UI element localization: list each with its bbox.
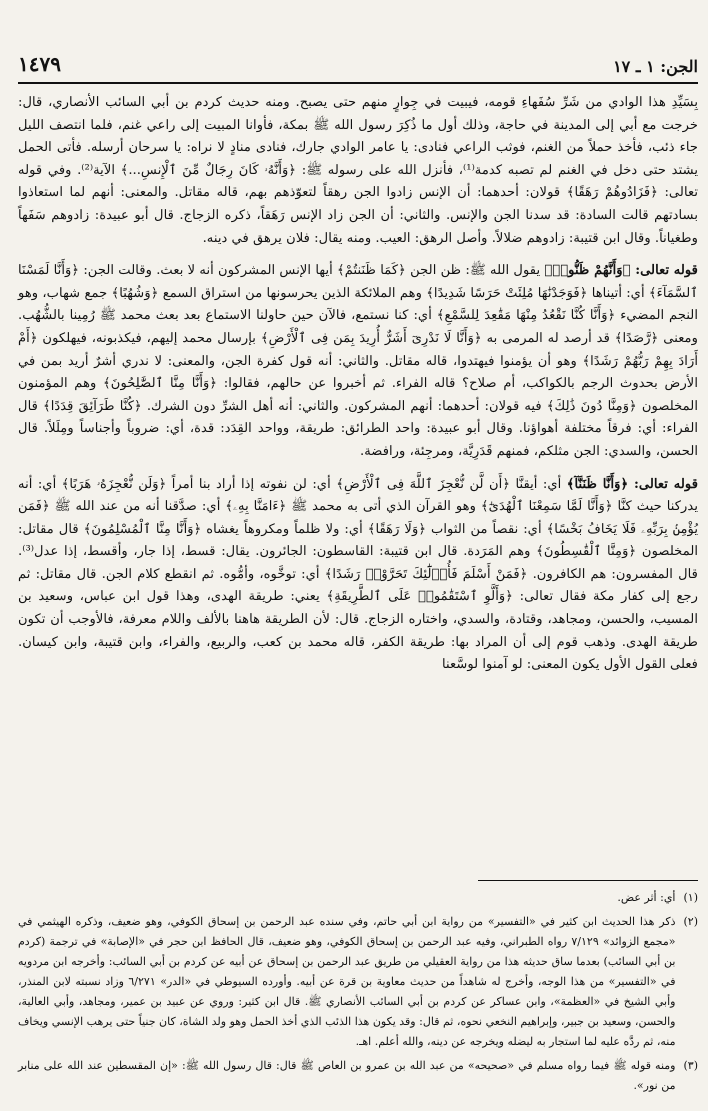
page-number: ١٤٧٩ bbox=[18, 52, 61, 76]
footnote bbox=[18, 912, 698, 1052]
paragraph-text: بِسَيِّدِ هذا الوادي من شَرِّ سُفَهاءِ قومه، فيبيت في جِوارٍ منهم حتى يصبح. ومنه حديث كردم بن أبي السائب الأنصاري، قال: خرجت مع أبي إلى المدينة في حاجة، وذلك أول ما ذُكِرَ رسول الله ﷺ بمكة، فأوانا المبيت إلى راعي غنم، فلما انتصف الليل جاء ذئب، فأخذ حملاً من الغنم، فوثب الراعي فنادى: يا عامر الوادي جارك، فنادى منادٍ لا نراه: يا سرحان أرسله. فأتى الحمل يشتد حتى دخل في الغنم لم تصبه كدمة⁽¹⁾، فأنزل الله على رسوله ﷺ: ﴿وَأَنَّهُۥ كَانَ رِجَالٌ مِّنَ ٱلْإِنسِ...﴾ الآية⁽²⁾. وفي قوله تعالى: ﴿فَزَادُوهُمْ رَهَقًا﴾ قولان: أحدهما: أن الإنس زادوا الجن رهقاً لتعوّذهم بهم، قاله مقاتل. والمعنى: أنهم لما استعاذوا بسادتهم قالت السادة: قد سدنا الجن والإنس. والثاني: أن الجن زاد الإنس رَهَقاً، ذكره الزجاج. قال أبو عبيدة: زادوهم سَفَهاً وطغياناً. وقال ابن قتيبة: زادوهم ضلالاً. وأصل الرهق: العيب. ومنه يقال: فلان يرهق في دينه. bbox=[18, 95, 698, 246]
footnote bbox=[18, 1056, 698, 1096]
commentary-body bbox=[18, 92, 698, 677]
book-page bbox=[18, 0, 698, 1111]
footnote-number: (٢) bbox=[683, 915, 698, 928]
paragraph-lead: قوله تعالى: ﴿وَأَنَّا ظَنَنَّآ﴾ bbox=[566, 476, 698, 492]
paragraph-text: يقول الله ﷺ: ظن الجن ﴿كَمَا ظَنَنتُمْ﴾ أيها الإنس المشركون أنه لا بعث. وقالت الجن: ﴿وَأَنَّا لَمَسْنَا ٱلسَّمَآءَ﴾ أي: أتيناها ﴿فَوَجَدْنَٰهَا مُلِئَتْ حَرَسًا شَدِيدًا﴾ وهم الملائكة الذين يحرسونها من استراق السمع ﴿وَشُهُبًا﴾ جمع شهاب، وهو النجم المضيء ﴿وَأَنَّا كُنَّا نَقْعُدُ مِنْهَا مَقَٰعِدَ لِلسَّمْعِ﴾ أي: كنا نستمع، فالآن حين حاولنا الاستماع بعد بعث محمد ﷺ رُمِينا بالشُّهُب. ومعنى ﴿رَّصَدًا﴾ قد أرصد له المرمى به ﴿وَأَنَّا لَا نَدْرِىٓ أَشَرٌّ أُرِيدَ بِمَن فِى ٱلْأَرْضِ﴾ بإرسال محمد إليهم، فيكذبونه، فيهلكون ﴿أَمْ أَرَادَ بِهِمْ رَبُّهُمْ رَشَدًا﴾ وهو أن يؤمنوا فيهتدوا، قاله مقاتل. والثاني: أنه قول كفرة الجن، والمعنى: لا ندري أشرٌ أريد بمن في الأرض بحدوث الرجم بالكواكب، أم صلاح؟ قاله الفراء. ثم أخبروا عن حالهم، فقالوا: ﴿وَأَنَّا مِنَّا ٱلصَّٰلِحُونَ﴾ وهم المؤمنون المخلصون ﴿وَمِنَّا دُونَ ذَٰلِكَ﴾ فيه قولان: أحدهما: أنهم المشركون. والثاني: أنه أهل الشرِّ دون الشرك. ﴿كُنَّا طَرَآئِقَ قِدَدًا﴾ قال الفراء: أي: فرقاً مختلفة أهواؤنا. وقال أبو عبيدة: واحد الطرائق: طريقة، وواحد القِدَد: قدة، أي: ضروباً وأجناساً ومِلَلاً. قال الحسن، والسدي: الجن مثلكم، فمنهم قَدَرِيَّة، ومرجِئة، ورافضة. bbox=[18, 263, 698, 459]
page-header bbox=[18, 52, 698, 76]
footnote-divider bbox=[478, 880, 698, 881]
footnote-number: (٣) bbox=[683, 1059, 698, 1072]
footnote-text: ومنه قوله ﷺ فيما رواه مسلم في «صحيحه» من عبد الله بن عمرو بن العاص ﷺ قال: قال رسول الله ﷺ: «إن المقسطين عند الله على منابر من نور». bbox=[18, 1059, 676, 1092]
footnote-number: (١) bbox=[683, 891, 698, 904]
paragraph bbox=[18, 260, 698, 463]
paragraph bbox=[18, 474, 698, 677]
footnote bbox=[18, 888, 698, 908]
surah-reference: الجن: ١ ـ ١٧ bbox=[613, 57, 698, 76]
footnotes bbox=[18, 888, 698, 1096]
paragraph-text: أي: أيقنَّا ﴿أَن لَّن نُّعْجِزَ ٱللَّهَ فِى ٱلْأَرْضِ﴾ أي: لن نفوته إذا أراد بنا أمراً ﴿وَلَن نُّعْجِزَهُۥ هَرَبًا﴾ أي: أنه يدركنا حيث كنَّا ﴿وَأَنَّا لَمَّا سَمِعْنَا ٱلْهُدَىٰٓ﴾ وهو القرآن الذي أتى به محمد ﷺ ﴿ءَامَنَّا بِهِۦ﴾ أي: صدَّقنا أنه من عند الله ﷺ ﴿فَمَن يُؤْمِنۢ بِرَبِّهِۦ فَلَا يَخَافُ بَخْسًا﴾ أي: نقصاً من الثواب ﴿وَلَا رَهَقًا﴾ أي: ولا ظلماً ومكروهاً يغشاه ﴿وَأَنَّا مِنَّا ٱلْمُسْلِمُونَ﴾ قال مقاتل: المخلصون ﴿وَمِنَّا ٱلْقَٰسِطُونَ﴾ وهم المَرَدة. قال ابن قتيبة: القاسطون: الجائرون. يقال: قسط، إذا جار، وأقسط، إذا عدل⁽³⁾. قال المفسرون: هم الكافرون. ﴿فَمَنْ أَسْلَمَ فَأُو۟لَٰٓئِكَ تَحَرَّوْا۟ رَشَدًا﴾ أي: توخَّوه، وأمُّوه. ثم انقطع كلام الجن. قال مقاتل: ثم رجع إلى كفار مكة فقال تعالى: ﴿وَأَلَّوِ ٱسْتَقَٰمُوا۟ عَلَى ٱلطَّرِيقَةِ﴾ يعني: طريقة الهدى، وهذا قول ابن عباس، وسعيد بن المسيب، والحسن، ومجاهد، وقتادة، والسدي، واختاره الزجاج. قال: لأن الطريقة هاهنا بالألف واللام معرفة، فالأوجب أن تكون طريقة الهدى. وذهب قوم إلى أن المراد بها: طريقة الكفر، قاله محمد بن كعب، والربيع، والفراء، وابن قتيبة، وابن كيسان. فعلى القول الأول يكون المعنى: لو آمنوا لوسَّعنا bbox=[18, 476, 698, 673]
footnote-text: أي: أثر عض. bbox=[617, 891, 676, 904]
paragraph bbox=[18, 92, 698, 250]
footnote-text: ذكر هذا الحديث ابن كثير في «التفسير» من رواية ابن أبي حاتم، وفي سنده عبد الرحمن بن إسحاق الكوفي، وهو ضعيف، وذكره الهيثمي في «مجمع الزوائد» ٧/١٢٩ رواه الطبراني، وفيه عبد الرحمن بن إسحاق الكوفي، وهو ضعيف، قال الحافظ ابن حجر في «الإصابة» في ترجمة (كردم بن أبي السائب) بعدما ساق حديثه هذا من رواية العقيلي من طريق عبد الرحمن بن إسحاق عن أبيه عن كردم بن أبي السائب: وأخرجه ابن مردويه في «التفسير» من هذا الوجه، وأخرج له شاهداً من حديث معاوية بن قرة عن أبيه. وأورده السيوطي في «الدر» ٦/٢٧١ وزاد نسبته لابن المنذر، وأبي الشيخ في «العظمة»، وابن عساكر عن كردم بن أبي السائب الأنصاري ﷺ. قال ابن كثير: وروي عن عبيد بن عمير، ومجاهد، وأبي العالية، والحسن، وسعيد بن جبير، وإبراهيم النخعي نحوه، ثم قال: وقد يكون هذا الذئب الذي أخذ الحمل وهو ولد الشاة، كان جنياً حتى يرهب الإنسي ويخاف منه، ثم ردَّه عليه لما استجار به ليضله ويخرجه عن دينه، والله أعلم. اهـ. bbox=[18, 915, 676, 1048]
header-divider bbox=[18, 82, 698, 84]
paragraph-lead: قوله تعالى: ﴿وَأَنَّهُمْ ظَنُّوا۟﴾ bbox=[544, 263, 698, 279]
